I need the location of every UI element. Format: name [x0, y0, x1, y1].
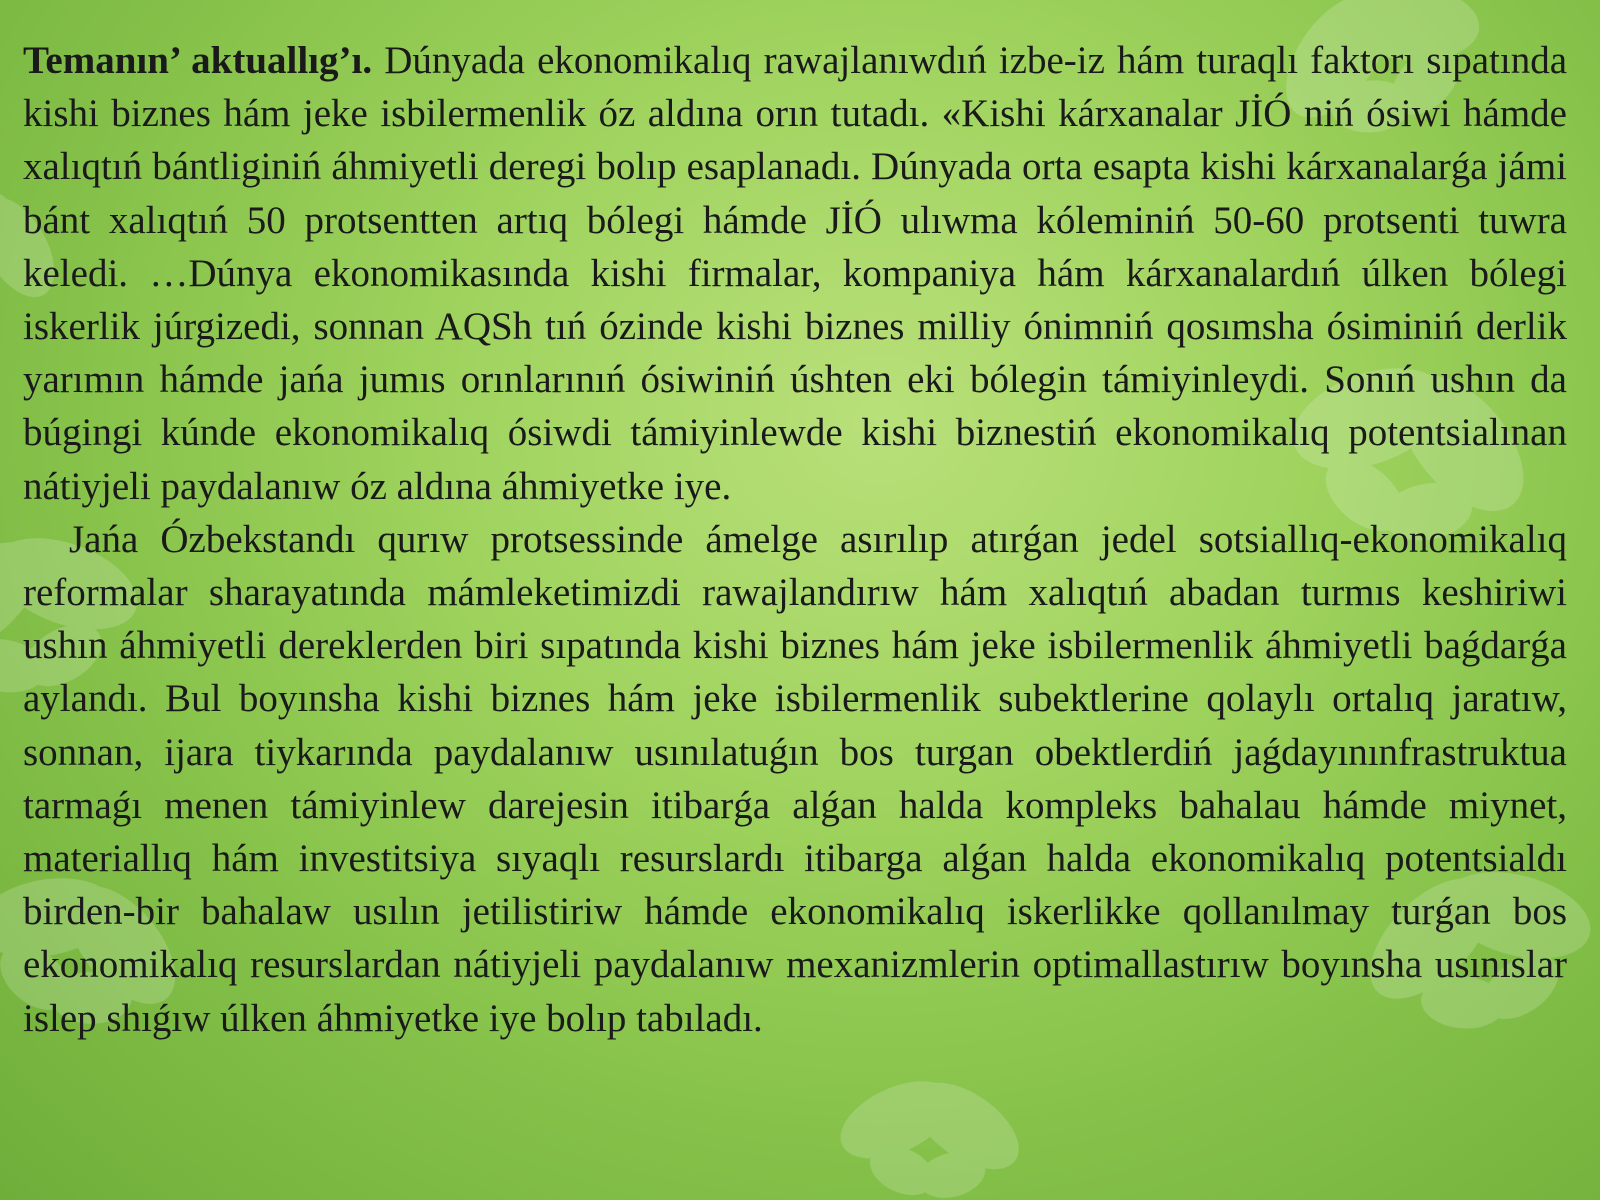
- paragraph-1: [23, 34, 1567, 513]
- paragraph-1-text: Dúnyada ekonomikalıq rawajlanıwdıń izbe-iz hám turaqlı faktorı sıpatında kishi biznes hám jeke isbilermenlik óz aldına orın tutadı. «Kishi kárxanalar JİÓ niń ósiwi hámde xalıqtıń bántliginiń áhmiyetli deregi bolıp esaplanadı. Dúnyada orta esapta kishi kárxanalarǵa jámi bánt xalıqtıń 50 protsentten artıq bólegi hámde JİÓ ulıwma kóleminiń 50-60 protsenti tuwra keledi. …Dúnya ekonomikasında kishi firmalar, kompaniya hám kárxanalardıń úlken bólegi iskerlik júrgizedi, sonnan AQSh tıń ózinde kishi biznes milliy ónimniń qosımsha ósiminiń derlik yarımın hámde jańa jumıs orınlarınıń ósiwiniń úshten eki bólegin támiyinleydi. Sonıń ushın da búgingi kúnde ekonomikalıq ósiwdi támiyinlewde kishi biznestiń ekonomikalıq potentsialınan nátiyjeli paydalanıw óz aldına áhmiyetke iye.: [23, 39, 1568, 508]
- section-heading: Temanın’ aktuallıg’ı.: [23, 39, 373, 82]
- paragraph-2: Jańa Ózbekstandı qurıw protsessinde ámelge asırılıp atırǵan jedel sotsiallıq-ekonomikalıq reformalar sharayatında mámleketimizdi rawajlandırıw hám xalıqtıń abadan turmıs keshiriwi ushın áhmiyetli dereklerden biri sıpatında kishi biznes hám jeke isbilermenlik áhmiyetli baǵdarǵa aylandı. Bul boyınsha kishi biznes hám jeke isbilermenlik subektlerine qolaylı ortalıq jaratıw, sonnan, ijara tiykarında paydalanıw usınılatuǵın bos turgan obektlerdiń jaǵdayınınfrastruktua tarmaǵı menen támiyinlew darejesin itibarǵa alǵan halda kompleks bahalau hámde miynet, materiallıq hám investitsiya sıyaqlı resurslardı itibarga alǵan halda ekonomikalıq potentsialdı birden-bir bahalaw usılın jetilistiriw hámde ekonomikalıq iskerlikke qollanılmay turǵan bos ekonomikalıq resurslardan nátiyjeli paydalanıw mexanizmlerin optimallastırıw boyınsha usınıslar islep shıǵıw úlken áhmiyetke iye bolıp tabıladı.: [23, 517, 1567, 1040]
- document-body: [23, 34, 1567, 1045]
